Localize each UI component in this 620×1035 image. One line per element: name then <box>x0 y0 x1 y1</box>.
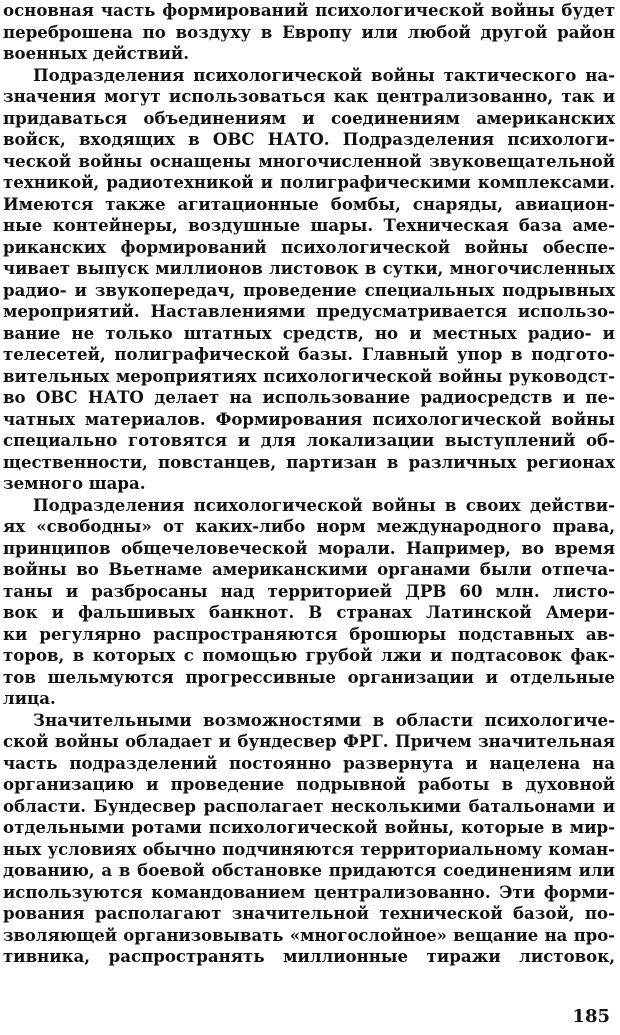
text-line: Имеются также агитационные бомбы, снаряды, авиацион- <box>3 193 615 214</box>
text-line: войск, входящих в ОВС НАТО. Подразделения психологи- <box>3 129 615 149</box>
text-line: ных условиях обычно подчиняются территориальному коман- <box>3 839 615 859</box>
text-line: ные контейнеры, воздушные шары. Техническая база аме- <box>3 215 615 235</box>
text-line: чивает выпуск миллионов листовок в сутки, многочисленных <box>3 259 615 278</box>
text-line: организацию и проведение подрывной работы в духовной <box>3 774 615 794</box>
text-line: Значительными возможностями в области психологиче- <box>33 709 615 730</box>
text-line: специально готовятся и для локализации выступлений об- <box>3 430 615 450</box>
text-line: основная часть формирований психологической войны будет <box>3 0 615 20</box>
text-line: Подразделения психологической войны в своих действи- <box>33 494 615 515</box>
text-line: Подразделения психологической войны тактического на- <box>33 64 615 85</box>
text-line: зволяющей организовывать «многослойное» вещание на про- <box>3 925 615 945</box>
text-line: лица. <box>3 688 56 708</box>
text-line: часть подразделений постоянно развернута и нацелена на <box>3 752 615 773</box>
text-line: принципов общечеловеческой морали. Например, во время <box>3 537 615 558</box>
text-line: земного шара. <box>3 473 146 493</box>
text-line: отдельными ротами психологической войны, которые в мир- <box>3 817 615 837</box>
text-line: рования располагают значительной технической базой, по- <box>3 903 615 923</box>
body-text <box>3 0 615 968</box>
text-line: мероприятий. Наставлениями предусматривается использо- <box>3 301 615 321</box>
text-line: техникой, радиотехникой и полиграфическими комплексами. <box>3 172 615 192</box>
text-line: ях «свободны» от каких-либо норм международного права, <box>3 516 615 536</box>
text-line: во ОВС НАТО делает на использование радиосредств и пе- <box>3 387 615 407</box>
text-line: чатных материалов. Формирования психологической войны <box>3 408 615 429</box>
text-line: тивника, распространять миллионные тиражи листовок, <box>3 946 615 966</box>
text-line: переброшена по воздуху в Европу или любой другой район <box>3 21 615 42</box>
text-line: ки регулярно распространяются брошюры подставных ав- <box>3 623 615 644</box>
text-line: таны и разбросаны над территорией ДРВ 60 млн. листо- <box>3 580 615 601</box>
text-line: щественности, повстанцев, партизан в различных регионах <box>3 451 615 472</box>
text-line: дованию, а в боевой обстановке придаются соединениям или <box>3 860 615 880</box>
text-line: радио- и звукопередач, проведение специальных подрывных <box>3 279 615 300</box>
text-line: значения могут использоваться как централизованно, так и <box>3 86 615 106</box>
text-line: ческой войны оснащены многочисленной звуковещательной <box>3 150 615 171</box>
text-line: военных действий. <box>3 43 189 63</box>
text-line: вительных мероприятиях психологической войны руководст- <box>3 365 615 386</box>
text-line: ской войны обладает и бундесвер ФРГ. Причем значительная <box>3 731 615 751</box>
text-line: тов шельмуются прогрессивные организации и отдельные <box>3 666 615 687</box>
text-line: вок и фальшивых банкнот. В странах Латинской Амери- <box>3 602 615 622</box>
text-line: используются командованием централизованно. Эти форми- <box>3 881 615 902</box>
text-line: войны во Вьетнаме американскими органами были отпеча- <box>3 559 615 579</box>
text-line: торов, в которых с помощью грубой лжи и подтасовок фак- <box>3 645 615 665</box>
page-number: 185 <box>572 1006 610 1027</box>
text-line: вание не только штатных средств, но и местных радио- и <box>3 322 615 343</box>
text-line: телесетей, полиграфической базы. Главный упор в подгото- <box>3 344 615 364</box>
text-line: области. Бундесвер располагает несколькими батальонами и <box>3 795 615 816</box>
text-line: придаваться объединениям и соединениям американских <box>3 107 615 128</box>
text-line: риканских формирований психологической войны обеспе- <box>3 236 615 257</box>
